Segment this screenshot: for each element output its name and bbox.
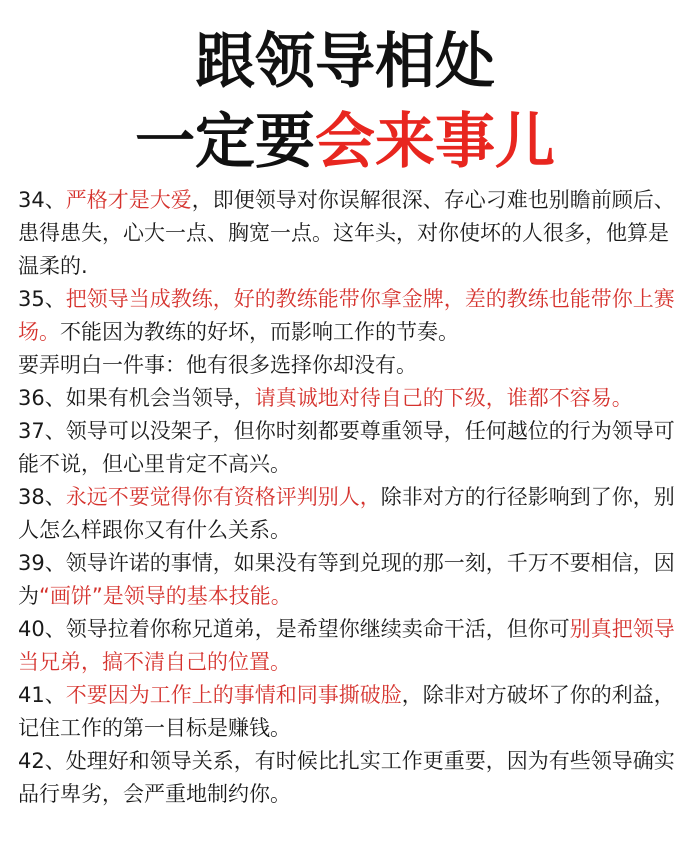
tip-35-extra: 要弄明白一件事：他有很多选择你却没有。 [18,353,417,377]
tip-number: 34、 [18,188,66,212]
tip-37 [18,415,678,481]
tip-text: 除非对方的行径影响到了你，别人怎么样跟你又有什么关系。 [18,485,675,542]
tip-highlight: 严格才是大爱 [65,188,192,212]
tip-highlight: 别真把领导当兄弟，搞不清自己的位置。 [18,617,675,674]
tip-text: 领导可以没架子，但你时刻都要尊重领导，任何越位的行为领导可能不说，但心里肯定不高兴。 [18,419,675,476]
tip-41 [18,679,678,745]
tip-number: 42、 [18,749,66,773]
title-line-2-plain: 一定要 [135,107,315,177]
tip-text: ，即便领导对你误解很深、存心刁难也别瞻前顾后、患得患失，心大一点、胸宽一点。这年头，对你使坏的人很多，他算是温柔的. [18,188,675,278]
tip-text: 领导拉着你称兄道弟，是希望你继续卖命干活，但你可 [65,617,570,641]
title-line-2-highlight: 会来事儿 [315,107,555,177]
tip-text: 如果有机会当领导， [65,386,255,410]
tip-34 [18,184,678,283]
tips-list [18,184,678,811]
tip-number: 41、 [18,683,66,707]
tip-number: 35、 [18,287,66,311]
tip-highlight: “画饼”是领导的基本技能。 [39,584,292,608]
tip-number: 39、 [18,551,66,575]
tip-39 [18,547,678,613]
tip-highlight: 永远不要觉得你有资格评判别人， [65,485,381,509]
tip-number: 40、 [18,617,66,641]
tip-35 [18,283,678,349]
title-line-2 [0,102,690,182]
tip-number: 38、 [18,485,66,509]
tip-42 [18,745,678,811]
tip-36 [18,382,678,415]
tip-highlight: 把领导当成教练，好的教练能带你拿金牌，差的教练也能带你上赛场。 [18,287,675,344]
title-line-1: 跟领导相处 [195,27,495,97]
tip-38 [18,481,678,547]
tip-text: 处理好和领导关系，有时候比扎实工作更重要，因为有些领导确实品行卑劣，会严重地制约你。 [18,749,675,806]
tip-number: 36、 [18,386,66,410]
tip-text: 不能因为教练的好坏，而影响工作的节奏。 [60,320,459,344]
tip-highlight: 请真诚地对待自己的下级，谁都不容易。 [254,386,633,410]
tip-40 [18,613,678,679]
tip-number: 37、 [18,419,66,443]
tip-text: ，除非对方破坏了你的利益，记住工作的第一目标是赚钱。 [18,683,675,740]
tip-highlight: 不要因为工作上的事情和同事撕破脸 [65,683,402,707]
tip-text: 领导许诺的事情，如果没有等到兑现的那一刻，千万不要相信，因为 [18,551,675,608]
